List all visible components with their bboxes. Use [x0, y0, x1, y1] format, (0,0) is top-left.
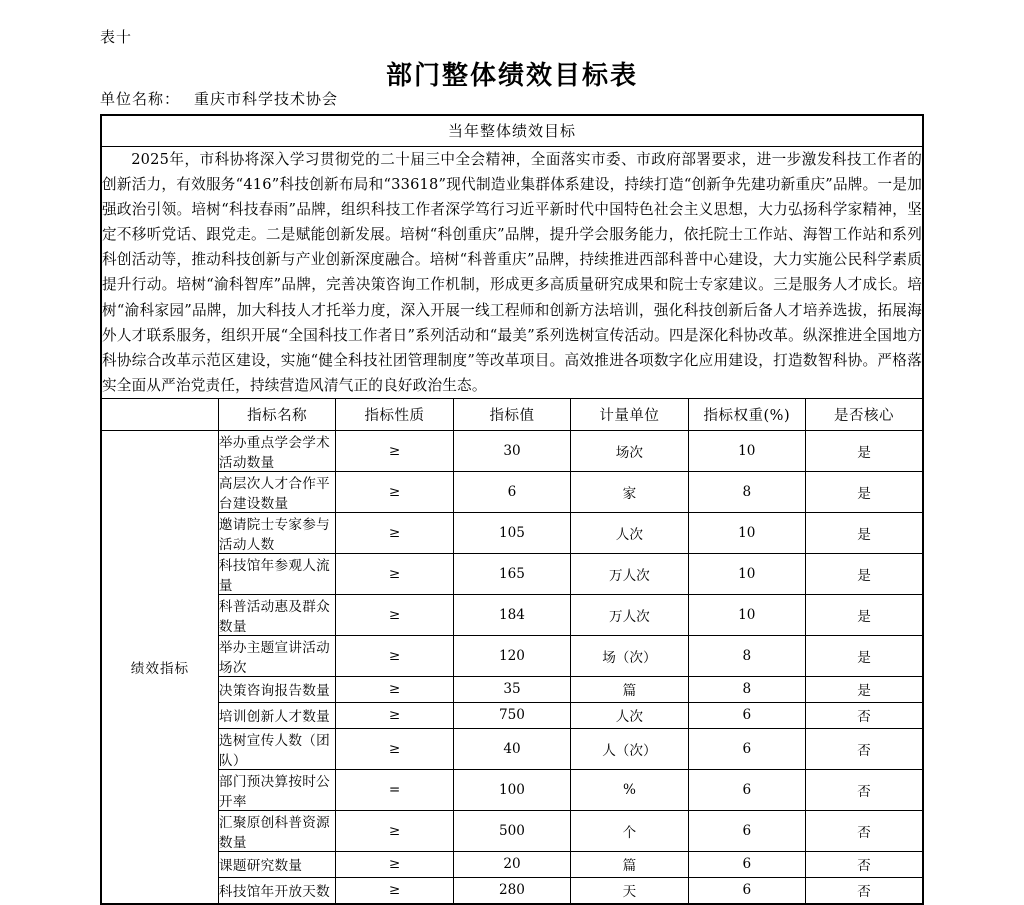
indicator-value: 165 [453, 553, 570, 594]
indicator-weight: 6 [688, 728, 805, 769]
indicator-value: 184 [453, 594, 570, 635]
column-header-measure-unit: 计量单位 [571, 398, 688, 430]
table-row [101, 430, 923, 471]
indicator-name: 高层次人才合作平台建设数量 [218, 471, 335, 512]
column-header-indicator-value: 指标值 [453, 398, 570, 430]
indicator-property: ≥ [336, 851, 453, 877]
indicator-is-core: 否 [806, 702, 923, 728]
indicator-unit: 人次 [571, 702, 688, 728]
indicator-property: ≥ [336, 512, 453, 553]
indicator-property: = [336, 769, 453, 810]
indicator-name: 选树宣传人数（团队） [218, 728, 335, 769]
performance-target-table-wrapper [100, 114, 924, 905]
table-row [101, 769, 923, 810]
indicator-unit: 家 [571, 471, 688, 512]
indicator-value: 105 [453, 512, 570, 553]
indicator-is-core: 否 [806, 728, 923, 769]
indicator-property: ≥ [336, 471, 453, 512]
indicator-name: 举办主题宣讲活动场次 [218, 635, 335, 676]
indicator-name: 决策咨询报告数量 [218, 676, 335, 702]
indicator-value: 6 [453, 471, 570, 512]
unit-name-label: 单位名称： [100, 90, 181, 108]
indicator-weight: 10 [688, 430, 805, 471]
indicator-unit: 个 [571, 810, 688, 851]
indicator-unit: 篇 [571, 676, 688, 702]
annual-goal-heading: 当年整体绩效目标 [101, 115, 923, 147]
indicator-property: ≥ [336, 728, 453, 769]
indicator-weight: 6 [688, 810, 805, 851]
indicator-value: 40 [453, 728, 570, 769]
indicator-weight: 8 [688, 471, 805, 512]
indicator-is-core: 是 [806, 676, 923, 702]
indicator-unit: 万人次 [571, 594, 688, 635]
indicator-value: 120 [453, 635, 570, 676]
annual-goal-body-cell [101, 147, 923, 399]
table-row [101, 810, 923, 851]
indicator-property: ≥ [336, 702, 453, 728]
indicator-weight: 8 [688, 676, 805, 702]
indicator-value: 35 [453, 676, 570, 702]
page-title: 部门整体绩效目标表 [385, 61, 638, 91]
indicator-header-row [101, 398, 923, 430]
indicator-unit: 人次 [571, 512, 688, 553]
indicator-property: ≥ [336, 594, 453, 635]
indicator-is-core: 是 [806, 471, 923, 512]
table-row [101, 728, 923, 769]
indicator-unit: 场（次） [571, 635, 688, 676]
indicator-is-core: 否 [806, 851, 923, 877]
indicator-weight: 10 [688, 553, 805, 594]
indicator-property: ≥ [336, 676, 453, 702]
table-row [101, 512, 923, 553]
table-row [101, 635, 923, 676]
indicator-weight: 10 [688, 594, 805, 635]
indicator-property: ≥ [336, 430, 453, 471]
table-row [101, 676, 923, 702]
indicator-property: ≥ [336, 810, 453, 851]
indicator-is-core: 是 [806, 512, 923, 553]
form-code-label: 表十 [100, 28, 133, 46]
goal-heading-row [101, 115, 923, 147]
indicator-property: ≥ [336, 877, 453, 904]
table-row [101, 702, 923, 728]
indicator-unit: 场次 [571, 430, 688, 471]
indicator-name: 部门预决算按时公开率 [218, 769, 335, 810]
table-row [101, 594, 923, 635]
annual-goal-paragraph: 2025年，市科协将深入学习贯彻党的二十届三中全会精神，全面落实市委、市政府部署要求，进一步激发科技工作者的创新活力，有效服务“416”科技创新布局和“33618”现代制造业集群体系建设，持续打造“创新争先建功新重庆”品牌。一是加强政治引领。培树“科技春雨”品牌，组织科技工作者深学笃行习近平新时代中国特色社会主义思想，大力弘扬科学家精神，坚定不移听党话、跟党走。二是赋能创新发展。培树“科创重庆”品牌，提升学会服务能力，依托院士工作站、海智工作站和系列科创活动等，推动科技创新与产业创新深度融合。培树“科普重庆”品牌，持续推进西部科普中心建设，大力实施公民科学素质提升行动。培树“渝科智库”品牌，完善决策咨询工作机制，形成更多高质量研究成果和院士专家建议。三是服务人才成长。培树“渝科家园”品牌，加大科技人才托举力度，深入开展一线工程师和创新方法培训，强化科技创新后备人才培养选拔，拓展海外人才联系服务，组织开展“全国科技工作者日”系列活动和“最美”系列选树宣传活动。四是深化科协改革。纵深推进全国地方科协综合改革示范区建设，实施“健全科技社团管理制度”等改革项目。高效推进各项数字化应用建设，打造数智科协。严格落实全面从严治党责任，持续营造风清气正的良好政治生态。 [102, 151, 922, 394]
column-header-indicator-name: 指标名称 [218, 398, 335, 430]
indicator-unit: 天 [571, 877, 688, 904]
indicator-name: 科普活动惠及群众数量 [218, 594, 335, 635]
indicator-is-core: 是 [806, 553, 923, 594]
indicator-weight: 6 [688, 769, 805, 810]
indicator-unit: 万人次 [571, 553, 688, 594]
indicator-weight: 8 [688, 635, 805, 676]
indicator-is-core: 是 [806, 430, 923, 471]
indicator-value: 20 [453, 851, 570, 877]
indicator-name: 汇聚原创科普资源数量 [218, 810, 335, 851]
indicator-is-core: 是 [806, 635, 923, 676]
indicator-is-core: 否 [806, 769, 923, 810]
indicator-value: 100 [453, 769, 570, 810]
indicator-unit: % [571, 769, 688, 810]
indicator-name: 邀请院士专家参与活动人数 [218, 512, 335, 553]
indicator-side-label-spacer [101, 398, 218, 430]
indicator-weight: 6 [688, 877, 805, 904]
indicator-name: 课题研究数量 [218, 851, 335, 877]
unit-name-value: 重庆市科学技术协会 [194, 90, 339, 108]
indicator-is-core: 否 [806, 810, 923, 851]
column-header-indicator-weight: 指标权重(%) [688, 398, 805, 430]
indicator-name: 举办重点学会学术活动数量 [218, 430, 335, 471]
indicator-value: 500 [453, 810, 570, 851]
indicator-name: 科技馆年参观人流量 [218, 553, 335, 594]
table-row [101, 877, 923, 904]
indicator-unit: 篇 [571, 851, 688, 877]
indicator-value: 750 [453, 702, 570, 728]
indicator-weight: 6 [688, 851, 805, 877]
indicator-name: 培训创新人才数量 [218, 702, 335, 728]
indicator-unit: 人（次） [571, 728, 688, 769]
indicator-name: 科技馆年开放天数 [218, 877, 335, 904]
table-row [101, 471, 923, 512]
indicator-value: 280 [453, 877, 570, 904]
indicator-side-label: 绩效指标 [101, 430, 218, 904]
column-header-indicator-property: 指标性质 [336, 398, 453, 430]
table-row [101, 851, 923, 877]
goal-body-row [101, 147, 923, 399]
table-row [101, 553, 923, 594]
performance-target-table [100, 114, 924, 905]
column-header-is-core: 是否核心 [806, 398, 923, 430]
indicator-value: 30 [453, 430, 570, 471]
indicator-is-core: 是 [806, 594, 923, 635]
table-body [101, 115, 923, 904]
indicator-is-core: 否 [806, 877, 923, 904]
indicator-property: ≥ [336, 553, 453, 594]
indicator-weight: 10 [688, 512, 805, 553]
indicator-property: ≥ [336, 635, 453, 676]
unit-name-line [100, 88, 338, 109]
indicator-weight: 6 [688, 702, 805, 728]
